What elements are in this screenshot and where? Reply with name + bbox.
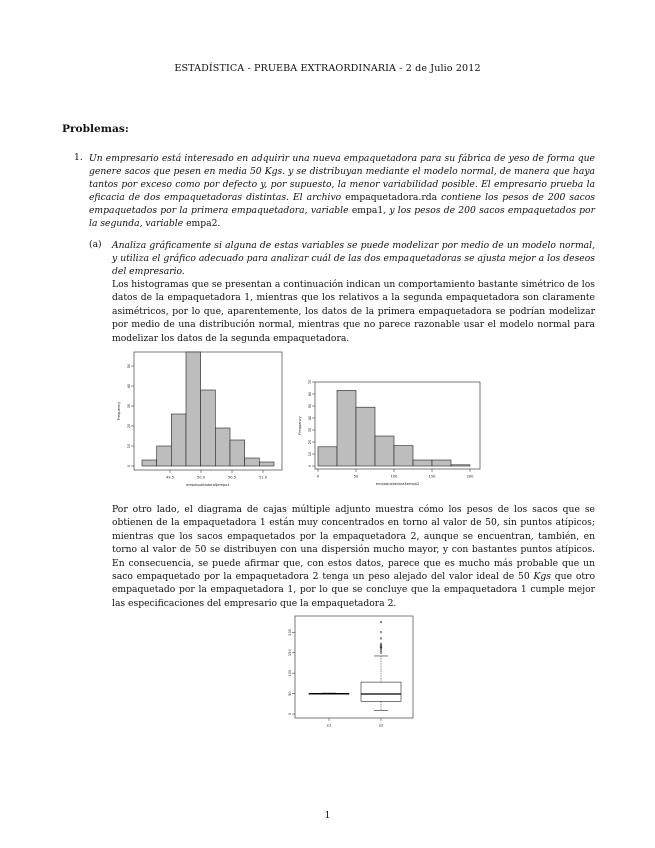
y-tick-label: 20 xyxy=(308,439,313,445)
y-tick-label: 60 xyxy=(308,391,313,397)
y-tick-label: 40 xyxy=(127,383,132,389)
answer-paragraph-2-a: Por otro lado, el diagrama de cajas múltiple adjunto muestra cómo los pesos de los sacos que se obtienen de la empaquetadora 1 están muy concentrados en torno al valor de 50, sin puntos atípicos; mientras que los sacos empaquetados por la empaquetadora 2, aunque se encuentran, también, en torno al valor de 50 se distribuyen con una dispersión mucho mayor, y con bastantes puntos atípicos. En consecuencia, se puede afirmar que, con estos datos, parece que es mucho más probable que un saco empaquetado por la empaquetadora 2 tenga un peso alejado del valor ideal de 50 xyxy=(112,504,595,583)
problem-text-d: . xyxy=(217,218,221,229)
x-tick-label: 51.0 xyxy=(258,475,268,480)
histogram-bar-5 xyxy=(394,446,413,466)
y-tick-label: 150 xyxy=(288,649,293,657)
variable-empa2: empa2 xyxy=(186,218,218,229)
x-tick-label: e2 xyxy=(378,723,384,728)
y-axis-label: Frequency xyxy=(298,416,302,435)
page-header: ESTADÍSTICA - PRUEBA EXTRAORDINARIA - 2 de Julio 2012 xyxy=(174,63,481,74)
x-axis-label: empaquetadora$empa1 xyxy=(186,483,230,487)
problem-text-b: contiene los pesos de 200 sacos empaquetados por la primera empaquetadora, variable xyxy=(89,192,595,216)
variable-empa1: empa1 xyxy=(351,205,384,216)
y-tick-label: 10 xyxy=(127,443,132,449)
x-tick-label: 200 xyxy=(466,474,474,479)
boxplot-frame xyxy=(295,616,413,718)
histogram-empa1 xyxy=(112,350,284,492)
problem-text-a: Un empresario está interesado en adquirir una nueva empaquetadora para su fábrica de yeso de forma que genere sacos que pesen en media 50 Kgs. y se distribuyan mediante el modelo normal, de manera que haya tantos por exceso como por defecto y, por supuesto, la menor variabilidad posible. El empresario prueba la eficacia de dos empaquetadoras distintas. El archivo xyxy=(89,153,595,203)
y-tick-label: 30 xyxy=(127,403,132,409)
y-tick-label: 100 xyxy=(288,669,293,677)
subpart-question: Analiza gráficamente si alguna de estas variables se puede modelizar por medio de un modelo normal, y utiliza el gráfico adecuado para analizar cuál de las dos empaquetadoras se ajusta mejor a los deseos del empresario. xyxy=(112,240,595,277)
histogram-bar-3 xyxy=(171,414,186,466)
box-outlier xyxy=(380,621,382,623)
x-tick-label: 50 xyxy=(353,474,359,479)
unit-kgs: Kgs xyxy=(533,571,551,583)
histogram-bar-4 xyxy=(375,436,394,466)
y-tick-label: 20 xyxy=(127,423,132,429)
x-tick-label: 150 xyxy=(428,474,436,479)
box-outlier xyxy=(380,631,382,633)
x-tick-label: 100 xyxy=(390,474,398,479)
box-outlier xyxy=(380,652,382,654)
section-title: Problemas: xyxy=(62,123,129,135)
histogram-empa2-svg xyxy=(296,380,482,492)
y-tick-label: 30 xyxy=(308,427,313,433)
answer-paragraph-2 xyxy=(112,503,595,610)
histogram-empa1-svg xyxy=(112,350,284,492)
boxplot-svg xyxy=(283,613,415,733)
box-outlier xyxy=(380,637,382,639)
problem-statement xyxy=(89,152,595,230)
y-tick-label: 50 xyxy=(308,403,313,409)
histogram-bar-5 xyxy=(201,390,216,466)
answer-paragraph-1: Los histogramas que se presentan a continuación indican un comportamiento bastante simétrico de los datos de la empaquetadora 1, mientras que los relativos a la segunda empaquetadora son claramente asimétricos, por lo que, aparentemente, los datos de la primera empaquetadora se podrían modelizar por medio de una distribución normal, mientras que no parece razonable usar el modelo normal para modelizar los datos de la segunda empaquetadora. xyxy=(112,279,595,344)
histogram-bar-2 xyxy=(337,390,356,466)
histogram-bar-9 xyxy=(259,462,274,466)
y-tick-label: 0 xyxy=(127,464,132,468)
histogram-bar-7 xyxy=(432,460,451,466)
histogram-bar-7 xyxy=(230,440,245,466)
histogram-empa2 xyxy=(296,380,482,492)
subpart-label: (a) xyxy=(89,239,102,250)
x-tick-label: e1 xyxy=(326,723,332,728)
page-number: 1 xyxy=(324,810,331,821)
problem-number: 1. xyxy=(74,152,83,163)
y-tick-label: 200 xyxy=(288,628,293,636)
x-axis-label: empaquetadora$empa2 xyxy=(375,482,420,486)
box-iqr-e2 xyxy=(361,682,401,701)
x-tick-label: 0 xyxy=(316,474,320,479)
x-tick-label: 49.5 xyxy=(165,475,175,480)
y-tick-label: 10 xyxy=(308,451,313,457)
y-tick-label: 50 xyxy=(288,691,293,696)
y-tick-label: 70 xyxy=(308,380,313,385)
y-tick-label: 50 xyxy=(127,363,132,369)
x-tick-label: 50.0 xyxy=(196,475,206,480)
answer-paragraph-2-b: que otro empaquetado por la empaquetadora 1, por lo que se concluye que la empaquetadora 1 cumple mejor las especificaciones del empresario que la empaquetadora 2. xyxy=(112,571,595,609)
y-tick-label: 0 xyxy=(308,464,313,468)
histogram-bar-6 xyxy=(413,460,432,466)
histogram-bar-2 xyxy=(157,446,172,466)
histogram-bar-4 xyxy=(186,352,201,466)
y-tick-label: 40 xyxy=(308,415,313,421)
histogram-bar-1 xyxy=(142,460,157,466)
histogram-bar-3 xyxy=(356,407,375,466)
x-tick-label: 50.5 xyxy=(227,475,237,480)
file-name: empaquetadora.rda xyxy=(345,192,438,203)
boxplot-figure xyxy=(283,613,415,733)
problem-text-c: , y los pesos de 200 sacos empaquetados por la segunda, variable xyxy=(89,205,595,229)
histogram-bar-1 xyxy=(318,447,337,466)
box-outlier xyxy=(380,650,382,652)
histogram-bar-8 xyxy=(451,465,470,466)
histogram-bar-8 xyxy=(245,458,260,466)
histogram-bar-6 xyxy=(215,428,230,466)
y-tick-label: 0 xyxy=(288,712,293,716)
y-axis-label: Frequency xyxy=(117,401,121,421)
